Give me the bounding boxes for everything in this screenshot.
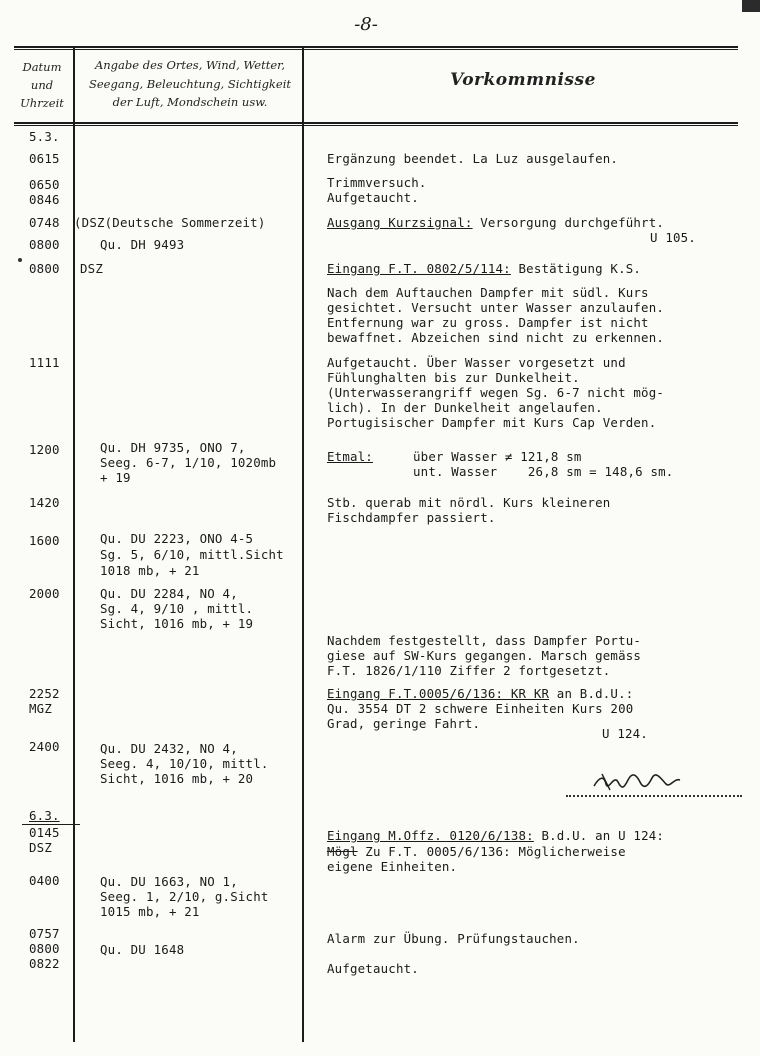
time-entry: 0615	[29, 151, 60, 166]
position-entry: Sg. 5, 6/10, mittl.Sicht	[100, 547, 284, 562]
position-entry: Qu. DU 2284, NO 4,	[100, 586, 238, 601]
time-entry: 0650	[29, 177, 60, 192]
event-text: U 124.	[602, 726, 648, 741]
event-heading: Ausgang Kurzsignal:	[327, 215, 473, 230]
position-entry: 1015 mb, + 21	[100, 904, 200, 919]
position-entry: DSZ	[80, 261, 103, 276]
event-text: Entfernung war zu gross. Dampfer ist nicht	[327, 315, 649, 330]
event-text: Grad, geringe Fahrt.	[327, 716, 481, 731]
column-divider-1	[73, 47, 75, 1042]
event-text: bewaffnet. Abzeichen sind nicht zu erkennen.	[327, 330, 665, 345]
time-entry: 0748	[29, 215, 60, 230]
ink-mark	[18, 258, 22, 262]
time-entry: 0822	[29, 956, 60, 971]
header-bottom-rule	[14, 122, 738, 124]
event-text: Eingang F.T. 0802/5/114: Bestätigung K.S.	[327, 261, 642, 276]
event-text: Qu. 3554 DT 2 schwere Einheiten Kurs 200	[327, 701, 634, 716]
time-entry: 0800	[29, 261, 60, 276]
event-text: Alarm zur Übung. Prüfungstauchen.	[327, 931, 580, 946]
event-text: giese auf SW-Kurs gegangen. Marsch gemäss	[327, 648, 642, 663]
time-entry: 1420	[29, 495, 60, 510]
header-top-rule-2	[14, 49, 738, 50]
event-text: U 105.	[650, 230, 696, 245]
event-text: Stb. querab mit nördl. Kurs kleineren	[327, 495, 611, 510]
event-heading: Eingang F.T. 0802/5/114:	[327, 261, 511, 276]
header-top-rule	[14, 46, 738, 48]
position-entry: Seeg. 6-7, 1/10, 1020mb	[100, 455, 277, 470]
position-entry: Sg. 4, 9/10 , mittl.	[100, 601, 254, 616]
time-zone: MGZ	[29, 701, 52, 716]
event-text: Fischdampfer passiert.	[327, 510, 496, 525]
position-entry: Qu. DU 2432, NO 4,	[100, 741, 238, 756]
event-text: Mögl Zu F.T. 0005/6/136: Möglicherweise	[327, 844, 626, 859]
event-heading: Eingang F.T.0005/6/136: KR KR	[327, 686, 550, 701]
time-entry: 1111	[29, 355, 60, 370]
position-entry: Seeg. 1, 2/10, g.Sicht	[100, 889, 269, 904]
event-text: Nachdem festgestellt, dass Dampfer Portu-	[327, 633, 642, 648]
event-text: Eingang M.Offz. 0120/6/138: B.d.U. an U 124:	[327, 828, 665, 843]
event-text: Ergänzung beendet. La Luz ausgelaufen.	[327, 151, 619, 166]
time-entry: 0800	[29, 237, 60, 252]
event-text: Aufgetaucht.	[327, 190, 419, 205]
event-text: Portugisischer Dampfer mit Kurs Cap Verden.	[327, 415, 657, 430]
event-text: gesichtet. Versucht unter Wasser anzulaufen.	[327, 300, 665, 315]
time-entry: 0757	[29, 926, 60, 941]
header-events: Vorkommnisse	[450, 70, 596, 90]
position-entry: 1018 mb, + 21	[100, 563, 200, 578]
time-entry: 2000	[29, 586, 60, 601]
position-entry: Seeg. 4, 10/10, mittl.	[100, 756, 269, 771]
header-date-time: Datum und Uhrzeit	[20, 60, 64, 110]
struck-text: Mögl	[327, 844, 358, 859]
event-text: unt. Wasser 26,8 sm = 148,6 sm.	[413, 464, 674, 479]
position-entry: Qu. DU 1648	[100, 942, 185, 957]
signature-line	[566, 795, 742, 797]
event-text: Aufgetaucht.	[327, 961, 419, 976]
event-text: Eingang F.T.0005/6/136: KR KR an B.d.U.:	[327, 686, 634, 701]
signature	[592, 770, 682, 794]
time-zone: DSZ	[29, 840, 52, 855]
position-entry: Qu. DU 2223, ONO 4-5	[100, 531, 254, 546]
time-entry: 0400	[29, 873, 60, 888]
page-number: -8-	[354, 14, 378, 35]
position-entry: Sicht, 1016 mb, + 19	[100, 616, 254, 631]
event-text: Fühlunghalten bis zur Dunkelheit.	[327, 370, 580, 385]
event-text: (Unterwasserangriff wegen Sg. 6-7 nicht mög-	[327, 385, 665, 400]
time-entry: 0800	[29, 941, 60, 956]
position-entry: (DSZ(Deutsche Sommerzeit)	[74, 215, 266, 230]
event-text: Ausgang Kurzsignal: Versorgung durchgeführt.	[327, 215, 665, 230]
time-entry: 1600	[29, 533, 60, 548]
time-entry: 1200	[29, 442, 60, 457]
event-text: Aufgetaucht. Über Wasser vorgesetzt und	[327, 355, 626, 370]
time-entry: 0846	[29, 192, 60, 207]
date-entry: 6.3.	[29, 808, 60, 823]
position-entry: Sicht, 1016 mb, + 20	[100, 771, 254, 786]
time-entry: 2400	[29, 739, 60, 754]
event-text: lich). In der Dunkelheit angelaufen.	[327, 400, 603, 415]
header-bottom-rule-2	[14, 125, 738, 126]
date-entry: 5.3.	[29, 129, 60, 144]
event-text: über Wasser ≠ 121,8 sm	[413, 449, 582, 464]
event-heading: Etmal:	[327, 449, 373, 464]
time-entry: 0145	[29, 825, 60, 840]
event-text: eigene Einheiten.	[327, 859, 458, 874]
position-entry: + 19	[100, 470, 131, 485]
time-entry: 2252	[29, 686, 60, 701]
header-location-weather: Angabe des Ortes, Wind, Wetter, Seegang, Beleuchtung, Sichtigkeit der Luft, Mondschein usw.	[88, 58, 292, 109]
event-text: Trimmversuch.	[327, 175, 427, 190]
event-text: F.T. 1826/1/110 Ziffer 2 fortgesetzt.	[327, 663, 611, 678]
position-entry: Qu. DH 9493	[100, 237, 185, 252]
position-entry: Qu. DH 9735, ONO 7,	[100, 440, 246, 455]
column-divider-2	[302, 47, 304, 1042]
scan-edge	[742, 0, 760, 12]
event-heading: Eingang M.Offz. 0120/6/138:	[327, 828, 534, 843]
event-text: Nach dem Auftauchen Dampfer mit südl. Kurs	[327, 285, 649, 300]
position-entry: Qu. DU 1663, NO 1,	[100, 874, 238, 889]
